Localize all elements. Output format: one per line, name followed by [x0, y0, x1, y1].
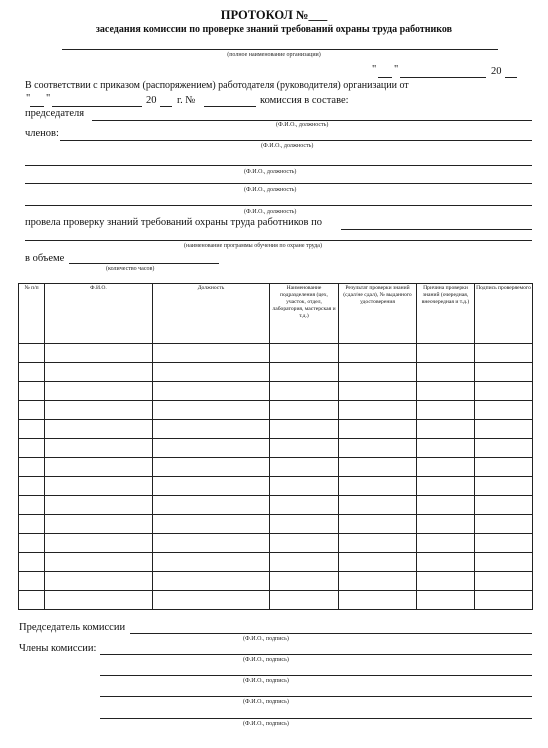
- footer-members-label: Члены комиссии:: [19, 643, 97, 654]
- member-caption-1: (Ф.И.О., должность): [261, 143, 314, 149]
- footer-member-caption-2: (Ф.И.О., подпись): [243, 678, 289, 684]
- table-cell[interactable]: [339, 363, 417, 382]
- table-cell[interactable]: [19, 363, 45, 382]
- table-cell[interactable]: [417, 382, 475, 401]
- org-name-caption: (полное наименование организации): [227, 52, 321, 58]
- table-cell[interactable]: [153, 572, 270, 591]
- table-cell[interactable]: [270, 496, 339, 515]
- table-cell[interactable]: [339, 591, 417, 610]
- date-quote-close: ": [394, 64, 399, 75]
- volume-caption: (количество часов): [106, 266, 155, 272]
- table-cell[interactable]: [417, 458, 475, 477]
- col-header-signature: Подпись проверяемого: [475, 284, 533, 344]
- order-month-line[interactable]: [400, 77, 486, 78]
- table-cell[interactable]: [417, 572, 475, 591]
- table-cell[interactable]: [270, 439, 339, 458]
- table-cell[interactable]: [45, 496, 153, 515]
- table-cell[interactable]: [339, 401, 417, 420]
- chair-label: председателя: [25, 108, 85, 119]
- table-cell[interactable]: [417, 534, 475, 553]
- col-header-department: Наименование подразделения (цех, участок, отдел, лаборатория, мастерская и т.д.): [270, 284, 339, 344]
- member-caption-2: (Ф.И.О., должность): [244, 169, 297, 175]
- table-cell[interactable]: [270, 363, 339, 382]
- order-day-line[interactable]: [378, 77, 392, 78]
- table-cell[interactable]: [475, 477, 533, 496]
- table-cell[interactable]: [19, 591, 45, 610]
- table-cell[interactable]: [270, 591, 339, 610]
- col-header-name: Ф.И.О.: [45, 284, 153, 344]
- table-cell[interactable]: [45, 420, 153, 439]
- table-cell[interactable]: [45, 553, 153, 572]
- col-header-reason: Причина проверки знаний (очередная, внеочередная и т.д.): [417, 284, 475, 344]
- table-row: [19, 382, 533, 401]
- order-number-line[interactable]: [204, 106, 256, 107]
- table-cell[interactable]: [417, 477, 475, 496]
- date-quote-open: ": [372, 64, 377, 75]
- members-label: членов:: [25, 128, 59, 139]
- table-cell[interactable]: [417, 496, 475, 515]
- table-cell[interactable]: [153, 515, 270, 534]
- table-cell[interactable]: [45, 515, 153, 534]
- table-cell[interactable]: [153, 439, 270, 458]
- table-cell[interactable]: [270, 344, 339, 363]
- volume-label: в объеме: [25, 253, 65, 264]
- table-cell[interactable]: [475, 534, 533, 553]
- table-row: [19, 401, 533, 420]
- member-line-2[interactable]: [25, 165, 532, 166]
- page-subtitle: заседания комиссии по проверке знаний требований охраны труда работников: [95, 24, 453, 35]
- table-cell[interactable]: [270, 420, 339, 439]
- table-cell[interactable]: [339, 515, 417, 534]
- table-cell[interactable]: [339, 344, 417, 363]
- table-row: [19, 553, 533, 572]
- chair-caption: (Ф.И.О., должность): [276, 122, 329, 128]
- footer-member-line-4[interactable]: [100, 718, 532, 719]
- member-line-3[interactable]: [25, 183, 532, 184]
- table-cell[interactable]: [339, 496, 417, 515]
- table-cell[interactable]: [45, 572, 153, 591]
- table-row: [19, 572, 533, 591]
- table-cell[interactable]: [475, 382, 533, 401]
- order-quote-close: ": [46, 93, 51, 104]
- order-number-label: г. №: [177, 95, 196, 106]
- table-cell[interactable]: [270, 401, 339, 420]
- table-cell[interactable]: [45, 382, 153, 401]
- table-cell[interactable]: [475, 363, 533, 382]
- table-row: [19, 420, 533, 439]
- table-cell[interactable]: [19, 382, 45, 401]
- org-name-line[interactable]: [62, 49, 498, 50]
- table-row: [19, 477, 533, 496]
- member-caption-4: (Ф.И.О., должность): [244, 209, 297, 215]
- check-program-caption: (наименование программы обучения по охране труда): [184, 243, 322, 249]
- table-cell[interactable]: [339, 420, 417, 439]
- order-year2-prefix: 20: [146, 95, 157, 106]
- col-header-number: № п/п: [19, 284, 45, 344]
- table-cell[interactable]: [339, 534, 417, 553]
- check-program-line-2[interactable]: [25, 240, 532, 241]
- table-cell[interactable]: [153, 401, 270, 420]
- table-cell[interactable]: [45, 534, 153, 553]
- footer-member-line-2[interactable]: [100, 675, 532, 676]
- table-cell[interactable]: [417, 515, 475, 534]
- table-row: [19, 344, 533, 363]
- results-table: [18, 283, 533, 610]
- footer-chair-label: Председатель комиссии: [19, 622, 126, 633]
- order-date-day-line[interactable]: [30, 106, 44, 107]
- commission-text: комиссия в составе:: [260, 95, 349, 106]
- table-cell[interactable]: [339, 477, 417, 496]
- page-title: ПРОТОКОЛ №___: [220, 8, 328, 22]
- table-cell[interactable]: [153, 344, 270, 363]
- footer-chair-line[interactable]: [130, 633, 532, 634]
- table-cell[interactable]: [19, 439, 45, 458]
- footer-member-caption-1: (Ф.И.О., подпись): [243, 657, 289, 663]
- table-cell[interactable]: [475, 572, 533, 591]
- table-cell[interactable]: [19, 534, 45, 553]
- order-year-line[interactable]: [505, 77, 517, 78]
- table-cell[interactable]: [19, 458, 45, 477]
- chair-line[interactable]: [92, 120, 532, 121]
- table-cell[interactable]: [45, 401, 153, 420]
- table-cell[interactable]: [19, 496, 45, 515]
- table-cell[interactable]: [339, 382, 417, 401]
- table-cell[interactable]: [417, 344, 475, 363]
- table-cell[interactable]: [45, 477, 153, 496]
- table-cell[interactable]: [45, 439, 153, 458]
- table-cell[interactable]: [19, 344, 45, 363]
- table-cell[interactable]: [45, 591, 153, 610]
- table-cell[interactable]: [153, 477, 270, 496]
- col-header-position: Должность: [153, 284, 270, 344]
- table-cell[interactable]: [153, 458, 270, 477]
- table-cell[interactable]: [475, 420, 533, 439]
- member-line-4[interactable]: [25, 205, 532, 206]
- table-cell[interactable]: [19, 572, 45, 591]
- table-row: [19, 439, 533, 458]
- order-text: В соответствии с приказом (распоряжением) работодателя (руководителя) организации от: [25, 80, 409, 91]
- footer-member-line-3[interactable]: [100, 696, 532, 697]
- table-cell[interactable]: [153, 363, 270, 382]
- table-row: [19, 534, 533, 553]
- table-cell[interactable]: [19, 553, 45, 572]
- table-cell[interactable]: [270, 553, 339, 572]
- table-cell[interactable]: [417, 420, 475, 439]
- table-cell[interactable]: [475, 401, 533, 420]
- table-cell[interactable]: [270, 515, 339, 534]
- table-cell[interactable]: [153, 534, 270, 553]
- table-cell[interactable]: [475, 591, 533, 610]
- order-year-prefix: 20: [491, 66, 502, 77]
- table-cell[interactable]: [45, 363, 153, 382]
- table-cell[interactable]: [153, 591, 270, 610]
- col-header-result: Результат проверки знаний (сдал/не сдал), № выданного удостоверения: [339, 284, 417, 344]
- table-cell[interactable]: [19, 477, 45, 496]
- table-cell[interactable]: [270, 572, 339, 591]
- footer-member-caption-3: (Ф.И.О., подпись): [243, 699, 289, 705]
- table-cell[interactable]: [417, 439, 475, 458]
- footer-member-line-1[interactable]: [100, 654, 532, 655]
- table-cell[interactable]: [339, 458, 417, 477]
- table-row: [19, 591, 533, 610]
- table-cell[interactable]: [270, 382, 339, 401]
- table-cell[interactable]: [417, 363, 475, 382]
- check-text: провела проверку знаний требований охраны труда работников по: [25, 217, 322, 228]
- table-cell[interactable]: [339, 572, 417, 591]
- table-cell[interactable]: [153, 496, 270, 515]
- table-cell[interactable]: [153, 382, 270, 401]
- volume-line[interactable]: [69, 263, 219, 264]
- table-cell[interactable]: [270, 458, 339, 477]
- table-header-row: [19, 284, 533, 344]
- table-cell[interactable]: [475, 439, 533, 458]
- table-cell[interactable]: [339, 439, 417, 458]
- footer-member-caption-4: (Ф.И.О., подпись): [243, 721, 289, 727]
- check-program-line-1[interactable]: [341, 229, 532, 230]
- table-cell[interactable]: [475, 344, 533, 363]
- table-row: [19, 515, 533, 534]
- table-cell[interactable]: [339, 553, 417, 572]
- table-cell[interactable]: [19, 420, 45, 439]
- footer-chair-caption: (Ф.И.О., подпись): [243, 636, 289, 642]
- table-cell[interactable]: [153, 553, 270, 572]
- table-cell[interactable]: [270, 477, 339, 496]
- table-cell[interactable]: [270, 534, 339, 553]
- table-cell[interactable]: [475, 515, 533, 534]
- table-cell[interactable]: [475, 553, 533, 572]
- table-cell[interactable]: [153, 420, 270, 439]
- table-cell[interactable]: [417, 553, 475, 572]
- table-cell[interactable]: [417, 401, 475, 420]
- table-cell[interactable]: [45, 458, 153, 477]
- table-cell[interactable]: [417, 591, 475, 610]
- table-row: [19, 458, 533, 477]
- order-date-month-line[interactable]: [52, 106, 142, 107]
- table-cell[interactable]: [45, 344, 153, 363]
- table-cell[interactable]: [475, 496, 533, 515]
- table-row: [19, 496, 533, 515]
- table-cell[interactable]: [19, 401, 45, 420]
- order-quote-open: ": [26, 93, 31, 104]
- order-year2-line[interactable]: [160, 106, 172, 107]
- member-caption-3: (Ф.И.О., должность): [244, 187, 297, 193]
- table-row: [19, 363, 533, 382]
- member-line-1[interactable]: [60, 140, 532, 141]
- table-cell[interactable]: [475, 458, 533, 477]
- table-cell[interactable]: [19, 515, 45, 534]
